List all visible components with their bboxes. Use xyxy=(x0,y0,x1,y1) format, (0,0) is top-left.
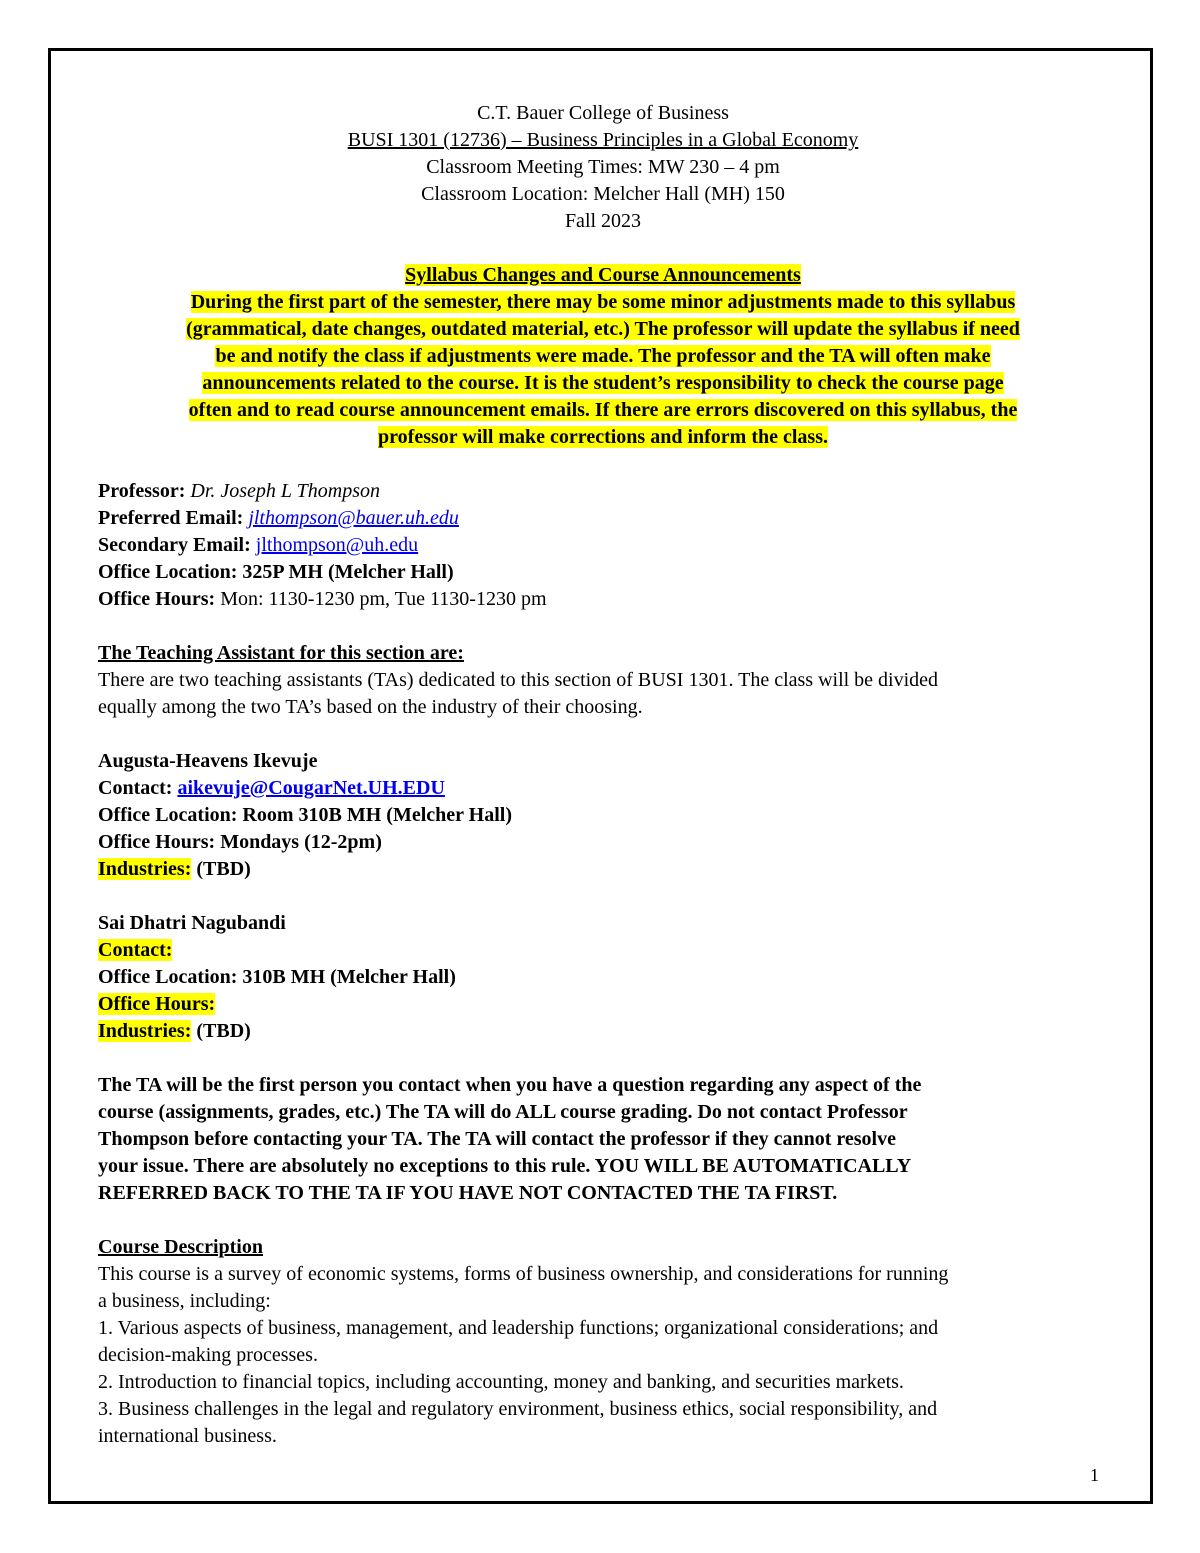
ta-rule-line: The TA will be the first person you contact when you have a question regarding any aspect of the xyxy=(98,1074,922,1096)
secondary-email-link[interactable]: jlthompson@uh.edu xyxy=(255,534,419,556)
preferred-email-label: Preferred Email: xyxy=(98,507,244,529)
ta-rule-block xyxy=(98,1072,1108,1207)
ta-rule-line: your issue. There are absolutely no exceptions to this rule. YOU WILL BE AUTOMATICALLY xyxy=(98,1155,912,1177)
professor-label: Professor: xyxy=(98,480,186,502)
office-hours-label: Office Hours: xyxy=(98,588,216,610)
announcement-line: often and to read course announcement emails. If there are errors discovered on this syllabus, the xyxy=(188,399,1018,421)
ta1-industries-label: Industries: xyxy=(98,858,192,880)
announcements-block xyxy=(98,262,1108,451)
professor-name: Dr. Joseph L Thompson xyxy=(190,480,381,502)
course-description-line: 2. Introduction to financial topics, including accounting, money and banking, and securities markets. xyxy=(98,1371,904,1393)
course-description-line: 1. Various aspects of business, management, and leadership functions; organizational considerations; and xyxy=(98,1317,939,1339)
ta1-block xyxy=(98,748,1108,883)
page-number: 1 xyxy=(1090,1465,1099,1485)
course-description-line: 3. Business challenges in the legal and regulatory environment, business ethics, social responsibility, and xyxy=(98,1398,938,1420)
ta1-industries: (TBD) xyxy=(196,858,251,880)
secondary-email-label: Secondary Email: xyxy=(98,534,251,556)
meeting-times: Classroom Meeting Times: MW 230 – 4 pm xyxy=(426,156,780,178)
ta1-office-location: Office Location: Room 310B MH (Melcher Hall) xyxy=(98,804,512,826)
professor-office-location: Office Location: 325P MH (Melcher Hall) xyxy=(98,561,454,583)
ta2-industries-label: Industries: xyxy=(98,1020,192,1042)
preferred-email-link[interactable]: jlthompson@bauer.uh.edu xyxy=(248,507,459,529)
announcement-line: announcements related to the course. It is the student’s responsibility to check the course page xyxy=(202,372,1004,394)
ta2-office-location: Office Location: 310B MH (Melcher Hall) xyxy=(98,966,456,988)
ta2-office-hours-label: Office Hours: xyxy=(98,993,216,1015)
header-block xyxy=(98,100,1108,235)
ta-section xyxy=(98,640,1108,721)
course-description-line: a business, including: xyxy=(98,1290,271,1312)
course-title: BUSI 1301 (12736) – Business Principles in a Global Economy xyxy=(347,129,859,151)
professor-block xyxy=(98,478,1108,613)
ta2-block xyxy=(98,910,1108,1045)
course-description-line: This course is a survey of economic systems, forms of business ownership, and considerations for running xyxy=(98,1263,949,1285)
college-name: C.T. Bauer College of Business xyxy=(477,102,729,124)
course-description-line: decision-making processes. xyxy=(98,1344,318,1366)
course-description-block xyxy=(98,1234,1108,1450)
course-description-line: international business. xyxy=(98,1425,277,1447)
ta-rule-line: REFERRED BACK TO THE TA IF YOU HAVE NOT CONTACTED THE TA FIRST. xyxy=(98,1182,838,1204)
announcement-line: be and notify the class if adjustments were made. The professor and the TA will often make xyxy=(215,345,991,367)
ta2-industries: (TBD) xyxy=(196,1020,251,1042)
ta1-contact-label: Contact: xyxy=(98,777,173,799)
professor-office-hours: Mon: 1130-1230 pm, Tue 1130-1230 pm xyxy=(220,588,547,610)
ta2-name: Sai Dhatri Nagubandi xyxy=(98,912,286,934)
ta-rule-line: course (assignments, grades, etc.) The TA will do ALL course grading. Do not contact Professor xyxy=(98,1101,908,1123)
ta1-office-hours: Office Hours: Mondays (12-2pm) xyxy=(98,831,382,853)
ta-intro-line: There are two teaching assistants (TAs) dedicated to this section of BUSI 1301. The class will be divided xyxy=(98,669,939,691)
classroom-location: Classroom Location: Melcher Hall (MH) 150 xyxy=(421,183,785,205)
ta1-name: Augusta-Heavens Ikevuje xyxy=(98,750,318,772)
syllabus-page xyxy=(98,100,1108,1450)
announcement-line: (grammatical, date changes, outdated material, etc.) The professor will update the syllabus if need xyxy=(186,318,1020,340)
course-description-heading: Course Description xyxy=(98,1236,263,1258)
ta-intro-line: equally among the two TA’s based on the industry of their choosing. xyxy=(98,696,643,718)
announcement-line: professor will make corrections and inform the class. xyxy=(378,426,828,448)
ta1-email-link[interactable]: aikevuje@CougarNet.UH.EDU xyxy=(177,777,445,799)
ta-heading: The Teaching Assistant for this section are: xyxy=(98,642,464,664)
ta-rule-line: Thompson before contacting your TA. The TA will contact the professor if they cannot resolve xyxy=(98,1128,896,1150)
announcement-line: During the first part of the semester, there may be some minor adjustments made to this syllabus xyxy=(190,291,1016,313)
announcements-title: Syllabus Changes and Course Announcements xyxy=(405,264,801,286)
term: Fall 2023 xyxy=(564,210,642,232)
ta2-contact-label: Contact: xyxy=(98,939,173,961)
